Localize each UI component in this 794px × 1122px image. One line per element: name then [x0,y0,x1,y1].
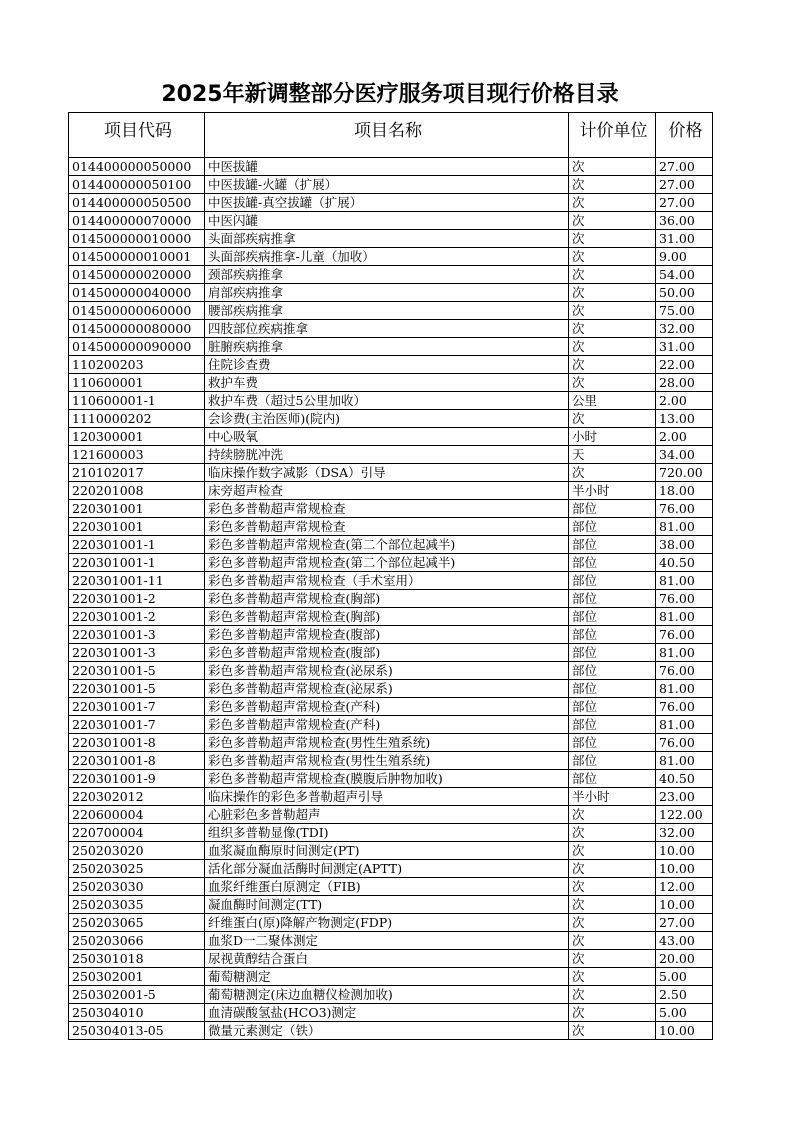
table-row [69,662,713,680]
cell-price: 32.00 [656,824,713,842]
table-row [69,410,713,428]
table-row [69,680,713,698]
price-table [68,112,713,1040]
cell-item-code: 014400000070000 [69,212,205,230]
cell-price: 27.00 [656,194,713,212]
cell-price: 54.00 [656,266,713,284]
table-row [69,176,713,194]
cell-item-name: 中医拔罐 [205,158,569,176]
table-row [69,248,713,266]
table-row [69,464,713,482]
cell-unit: 半小时 [569,788,656,806]
table-body [69,158,713,1040]
cell-item-code: 220301001-3 [69,626,205,644]
cell-item-name: 中医拔罐-真空拔罐（扩展） [205,194,569,212]
cell-price: 10.00 [656,842,713,860]
cell-unit: 部位 [569,518,656,536]
cell-unit: 次 [569,806,656,824]
table-row [69,932,713,950]
cell-item-code: 250304010 [69,1004,205,1022]
cell-price: 81.00 [656,644,713,662]
cell-price: 76.00 [656,662,713,680]
cell-item-name: 活化部分凝血活酶时间测定(APTT) [205,860,569,878]
cell-item-code: 250203035 [69,896,205,914]
cell-unit: 次 [569,1004,656,1022]
cell-price: 27.00 [656,176,713,194]
cell-unit: 次 [569,410,656,428]
cell-unit: 公里 [569,392,656,410]
cell-price: 76.00 [656,626,713,644]
cell-item-name: 中医闪罐 [205,212,569,230]
table-row [69,770,713,788]
cell-item-name: 纤维蛋白(原)降解产物测定(FDP) [205,914,569,932]
cell-price: 28.00 [656,374,713,392]
cell-price: 76.00 [656,734,713,752]
cell-item-code: 014400000050000 [69,158,205,176]
cell-price: 38.00 [656,536,713,554]
header-price: 价格 [656,113,713,158]
cell-item-code: 220301001-11 [69,572,205,590]
table-row [69,230,713,248]
header-item-code: 项目代码 [69,113,205,158]
cell-price: 10.00 [656,896,713,914]
cell-item-code: 220301001-5 [69,680,205,698]
table-row [69,1004,713,1022]
cell-item-code: 110200203 [69,356,205,374]
cell-price: 81.00 [656,518,713,536]
cell-item-name: 彩色多普勒超声常规检查(男性生殖系统) [205,734,569,752]
cell-item-code: 014400000050500 [69,194,205,212]
cell-unit: 天 [569,446,656,464]
cell-item-code: 220600004 [69,806,205,824]
table-row [69,590,713,608]
cell-item-code: 014400000050100 [69,176,205,194]
cell-price: 81.00 [656,752,713,770]
cell-price: 31.00 [656,230,713,248]
table-row [69,158,713,176]
cell-unit: 次 [569,914,656,932]
cell-price: 81.00 [656,716,713,734]
table-row [69,572,713,590]
table-row [69,950,713,968]
cell-item-code: 250304013-05 [69,1022,205,1040]
cell-item-code: 014500000010001 [69,248,205,266]
table-row [69,338,713,356]
table-row [69,302,713,320]
cell-price: 22.00 [656,356,713,374]
cell-item-name: 血浆凝血酶原时间测定(PT) [205,842,569,860]
table-row [69,1022,713,1040]
cell-item-code: 220301001-7 [69,698,205,716]
cell-item-name: 心脏彩色多普勒超声 [205,806,569,824]
cell-price: 81.00 [656,680,713,698]
cell-item-code: 014500000060000 [69,302,205,320]
cell-item-code: 250203020 [69,842,205,860]
cell-item-name: 脏腑疾病推拿 [205,338,569,356]
table-row [69,428,713,446]
cell-item-name: 彩色多普勒超声常规检查(产科) [205,716,569,734]
table-row [69,518,713,536]
cell-item-code: 110600001-1 [69,392,205,410]
cell-item-name: 彩色多普勒超声常规检查(产科) [205,698,569,716]
cell-unit: 次 [569,356,656,374]
cell-item-code: 220301001-1 [69,536,205,554]
table-row [69,356,713,374]
table-row [69,374,713,392]
cell-price: 18.00 [656,482,713,500]
table-row [69,734,713,752]
cell-item-name: 临床操作数字减影（DSA）引导 [205,464,569,482]
cell-item-code: 014500000090000 [69,338,205,356]
cell-unit: 次 [569,986,656,1004]
table-row [69,320,713,338]
cell-item-code: 014500000040000 [69,284,205,302]
cell-item-name: 彩色多普勒超声常规检查(腹部) [205,626,569,644]
cell-item-name: 葡萄糖测定(床边血糖仪检测加收) [205,986,569,1004]
cell-unit: 次 [569,338,656,356]
header-item-name: 项目名称 [205,113,569,158]
cell-item-name: 彩色多普勒超声常规检查(胸部) [205,608,569,626]
cell-item-name: 彩色多普勒超声常规检查 [205,500,569,518]
cell-item-name: 中医拔罐-火罐（扩展） [205,176,569,194]
cell-item-code: 014500000080000 [69,320,205,338]
table-row [69,752,713,770]
cell-item-code: 220301001-8 [69,752,205,770]
table-row [69,284,713,302]
cell-unit: 次 [569,320,656,338]
cell-item-code: 220301001 [69,500,205,518]
table-row [69,212,713,230]
cell-price: 23.00 [656,788,713,806]
cell-item-name: 彩色多普勒超声常规检查(腹部) [205,644,569,662]
table-row [69,536,713,554]
table-row [69,644,713,662]
table-row [69,896,713,914]
cell-price: 40.50 [656,770,713,788]
cell-price: 10.00 [656,1022,713,1040]
cell-unit: 部位 [569,734,656,752]
cell-item-name: 彩色多普勒超声常规检查（手术室用） [205,572,569,590]
cell-price: 76.00 [656,500,713,518]
cell-unit: 部位 [569,680,656,698]
cell-price: 27.00 [656,914,713,932]
cell-price: 75.00 [656,302,713,320]
cell-unit: 次 [569,950,656,968]
table-row [69,878,713,896]
cell-price: 36.00 [656,212,713,230]
cell-price: 20.00 [656,950,713,968]
cell-price: 27.00 [656,158,713,176]
cell-unit: 次 [569,464,656,482]
cell-item-name: 会诊费(主治医师)(院内) [205,410,569,428]
cell-item-code: 014500000010000 [69,230,205,248]
cell-unit: 次 [569,896,656,914]
cell-price: 43.00 [656,932,713,950]
cell-item-code: 210102017 [69,464,205,482]
cell-price: 32.00 [656,320,713,338]
cell-item-code: 220301001 [69,518,205,536]
cell-unit: 次 [569,176,656,194]
cell-item-code: 220301001-1 [69,554,205,572]
cell-price: 2.00 [656,428,713,446]
cell-price: 50.00 [656,284,713,302]
cell-item-name: 救护车费（超过5公里加收） [205,392,569,410]
cell-unit: 次 [569,248,656,266]
cell-item-name: 头面部疾病推拿 [205,230,569,248]
cell-price: 9.00 [656,248,713,266]
table-row [69,860,713,878]
cell-item-name: 头面部疾病推拿-儿童（加收） [205,248,569,266]
cell-item-name: 颈部疾病推拿 [205,266,569,284]
cell-item-code: 250203025 [69,860,205,878]
cell-item-name: 组织多普勒显像(TDI) [205,824,569,842]
cell-unit: 半小时 [569,482,656,500]
cell-item-code: 220301001-8 [69,734,205,752]
cell-item-name: 床旁超声检查 [205,482,569,500]
cell-item-code: 250301018 [69,950,205,968]
cell-unit: 部位 [569,554,656,572]
table-row [69,698,713,716]
cell-item-name: 血浆纤维蛋白原测定（FIB) [205,878,569,896]
cell-item-code: 250203065 [69,914,205,932]
cell-unit: 部位 [569,626,656,644]
cell-item-code: 220301001-9 [69,770,205,788]
cell-item-code: 250203066 [69,932,205,950]
table-row [69,986,713,1004]
cell-unit: 次 [569,266,656,284]
table-row [69,842,713,860]
cell-price: 81.00 [656,572,713,590]
table-header-row [69,113,713,158]
cell-item-code: 250203030 [69,878,205,896]
cell-unit: 次 [569,194,656,212]
cell-unit: 部位 [569,752,656,770]
cell-unit: 次 [569,212,656,230]
cell-price: 10.00 [656,860,713,878]
cell-unit: 部位 [569,572,656,590]
cell-unit: 次 [569,302,656,320]
cell-item-code: 250302001-5 [69,986,205,1004]
cell-item-code: 220301001-2 [69,608,205,626]
cell-item-name: 彩色多普勒超声常规检查 [205,518,569,536]
cell-unit: 部位 [569,536,656,554]
cell-item-name: 彩色多普勒超声常规检查(第二个部位起减半) [205,536,569,554]
cell-item-name: 救护车费 [205,374,569,392]
cell-unit: 次 [569,968,656,986]
cell-price: 720.00 [656,464,713,482]
cell-item-code: 014500000020000 [69,266,205,284]
cell-unit: 部位 [569,770,656,788]
cell-unit: 小时 [569,428,656,446]
cell-item-code: 121600003 [69,446,205,464]
header-unit: 计价单位 [569,113,656,158]
cell-item-name: 凝血酶时间测定(TT) [205,896,569,914]
cell-unit: 次 [569,842,656,860]
cell-price: 2.50 [656,986,713,1004]
cell-price: 40.50 [656,554,713,572]
table-row [69,482,713,500]
cell-item-name: 肩部疾病推拿 [205,284,569,302]
cell-price: 76.00 [656,698,713,716]
cell-item-name: 持续膀胱冲洗 [205,446,569,464]
cell-unit: 部位 [569,590,656,608]
table-row [69,446,713,464]
cell-item-name: 彩色多普勒超声常规检查(泌尿系) [205,680,569,698]
cell-unit: 部位 [569,500,656,518]
cell-item-code: 220201008 [69,482,205,500]
cell-unit: 次 [569,374,656,392]
cell-item-code: 220302012 [69,788,205,806]
table-row [69,392,713,410]
table-row [69,500,713,518]
cell-item-name: 微量元素测定（铁） [205,1022,569,1040]
table-row [69,194,713,212]
cell-unit: 部位 [569,716,656,734]
table-row [69,266,713,284]
table-row [69,914,713,932]
cell-item-code: 220301001-2 [69,590,205,608]
cell-unit: 部位 [569,698,656,716]
cell-item-code: 1110000202 [69,410,205,428]
table-row [69,554,713,572]
cell-price: 5.00 [656,968,713,986]
table-row [69,608,713,626]
cell-unit: 次 [569,878,656,896]
cell-price: 13.00 [656,410,713,428]
cell-unit: 次 [569,860,656,878]
cell-item-name: 葡萄糖测定 [205,968,569,986]
cell-item-code: 250302001 [69,968,205,986]
cell-item-name: 彩色多普勒超声常规检查(泌尿系) [205,662,569,680]
cell-unit: 部位 [569,662,656,680]
cell-unit: 次 [569,158,656,176]
cell-item-name: 中心吸氧 [205,428,569,446]
table-row [69,788,713,806]
cell-unit: 次 [569,284,656,302]
cell-price: 81.00 [656,608,713,626]
cell-price: 5.00 [656,1004,713,1022]
cell-unit: 次 [569,230,656,248]
cell-item-name: 尿视黄醇结合蛋白 [205,950,569,968]
cell-item-name: 住院诊查费 [205,356,569,374]
cell-item-code: 220700004 [69,824,205,842]
cell-item-name: 彩色多普勒超声常规检查(膜腹后肿物加收) [205,770,569,788]
cell-price: 12.00 [656,878,713,896]
cell-item-name: 临床操作的彩色多普勒超声引导 [205,788,569,806]
cell-item-code: 220301001-5 [69,662,205,680]
cell-item-name: 血清碳酸氢盐(HCO3)测定 [205,1004,569,1022]
cell-item-code: 220301001-3 [69,644,205,662]
cell-price: 34.00 [656,446,713,464]
cell-item-code: 110600001 [69,374,205,392]
cell-price: 76.00 [656,590,713,608]
cell-item-name: 彩色多普勒超声常规检查(胸部) [205,590,569,608]
table-row [69,806,713,824]
cell-price: 122.00 [656,806,713,824]
cell-item-name: 血浆D一二聚体测定 [205,932,569,950]
cell-item-name: 彩色多普勒超声常规检查(男性生殖系统) [205,752,569,770]
table-row [69,968,713,986]
cell-price: 31.00 [656,338,713,356]
cell-item-name: 彩色多普勒超声常规检查(第二个部位起减半) [205,554,569,572]
cell-item-code: 220301001-7 [69,716,205,734]
table-row [69,716,713,734]
cell-item-code: 120300001 [69,428,205,446]
cell-unit: 次 [569,824,656,842]
table-row [69,626,713,644]
cell-item-name: 四肢部位疾病推拿 [205,320,569,338]
cell-unit: 部位 [569,644,656,662]
page-title: 2025年新调整部分医疗服务项目现行价格目录 [161,82,619,107]
table-row [69,824,713,842]
cell-unit: 次 [569,932,656,950]
cell-unit: 次 [569,1022,656,1040]
cell-item-name: 腰部疾病推拿 [205,302,569,320]
cell-unit: 部位 [569,608,656,626]
cell-price: 2.00 [656,392,713,410]
